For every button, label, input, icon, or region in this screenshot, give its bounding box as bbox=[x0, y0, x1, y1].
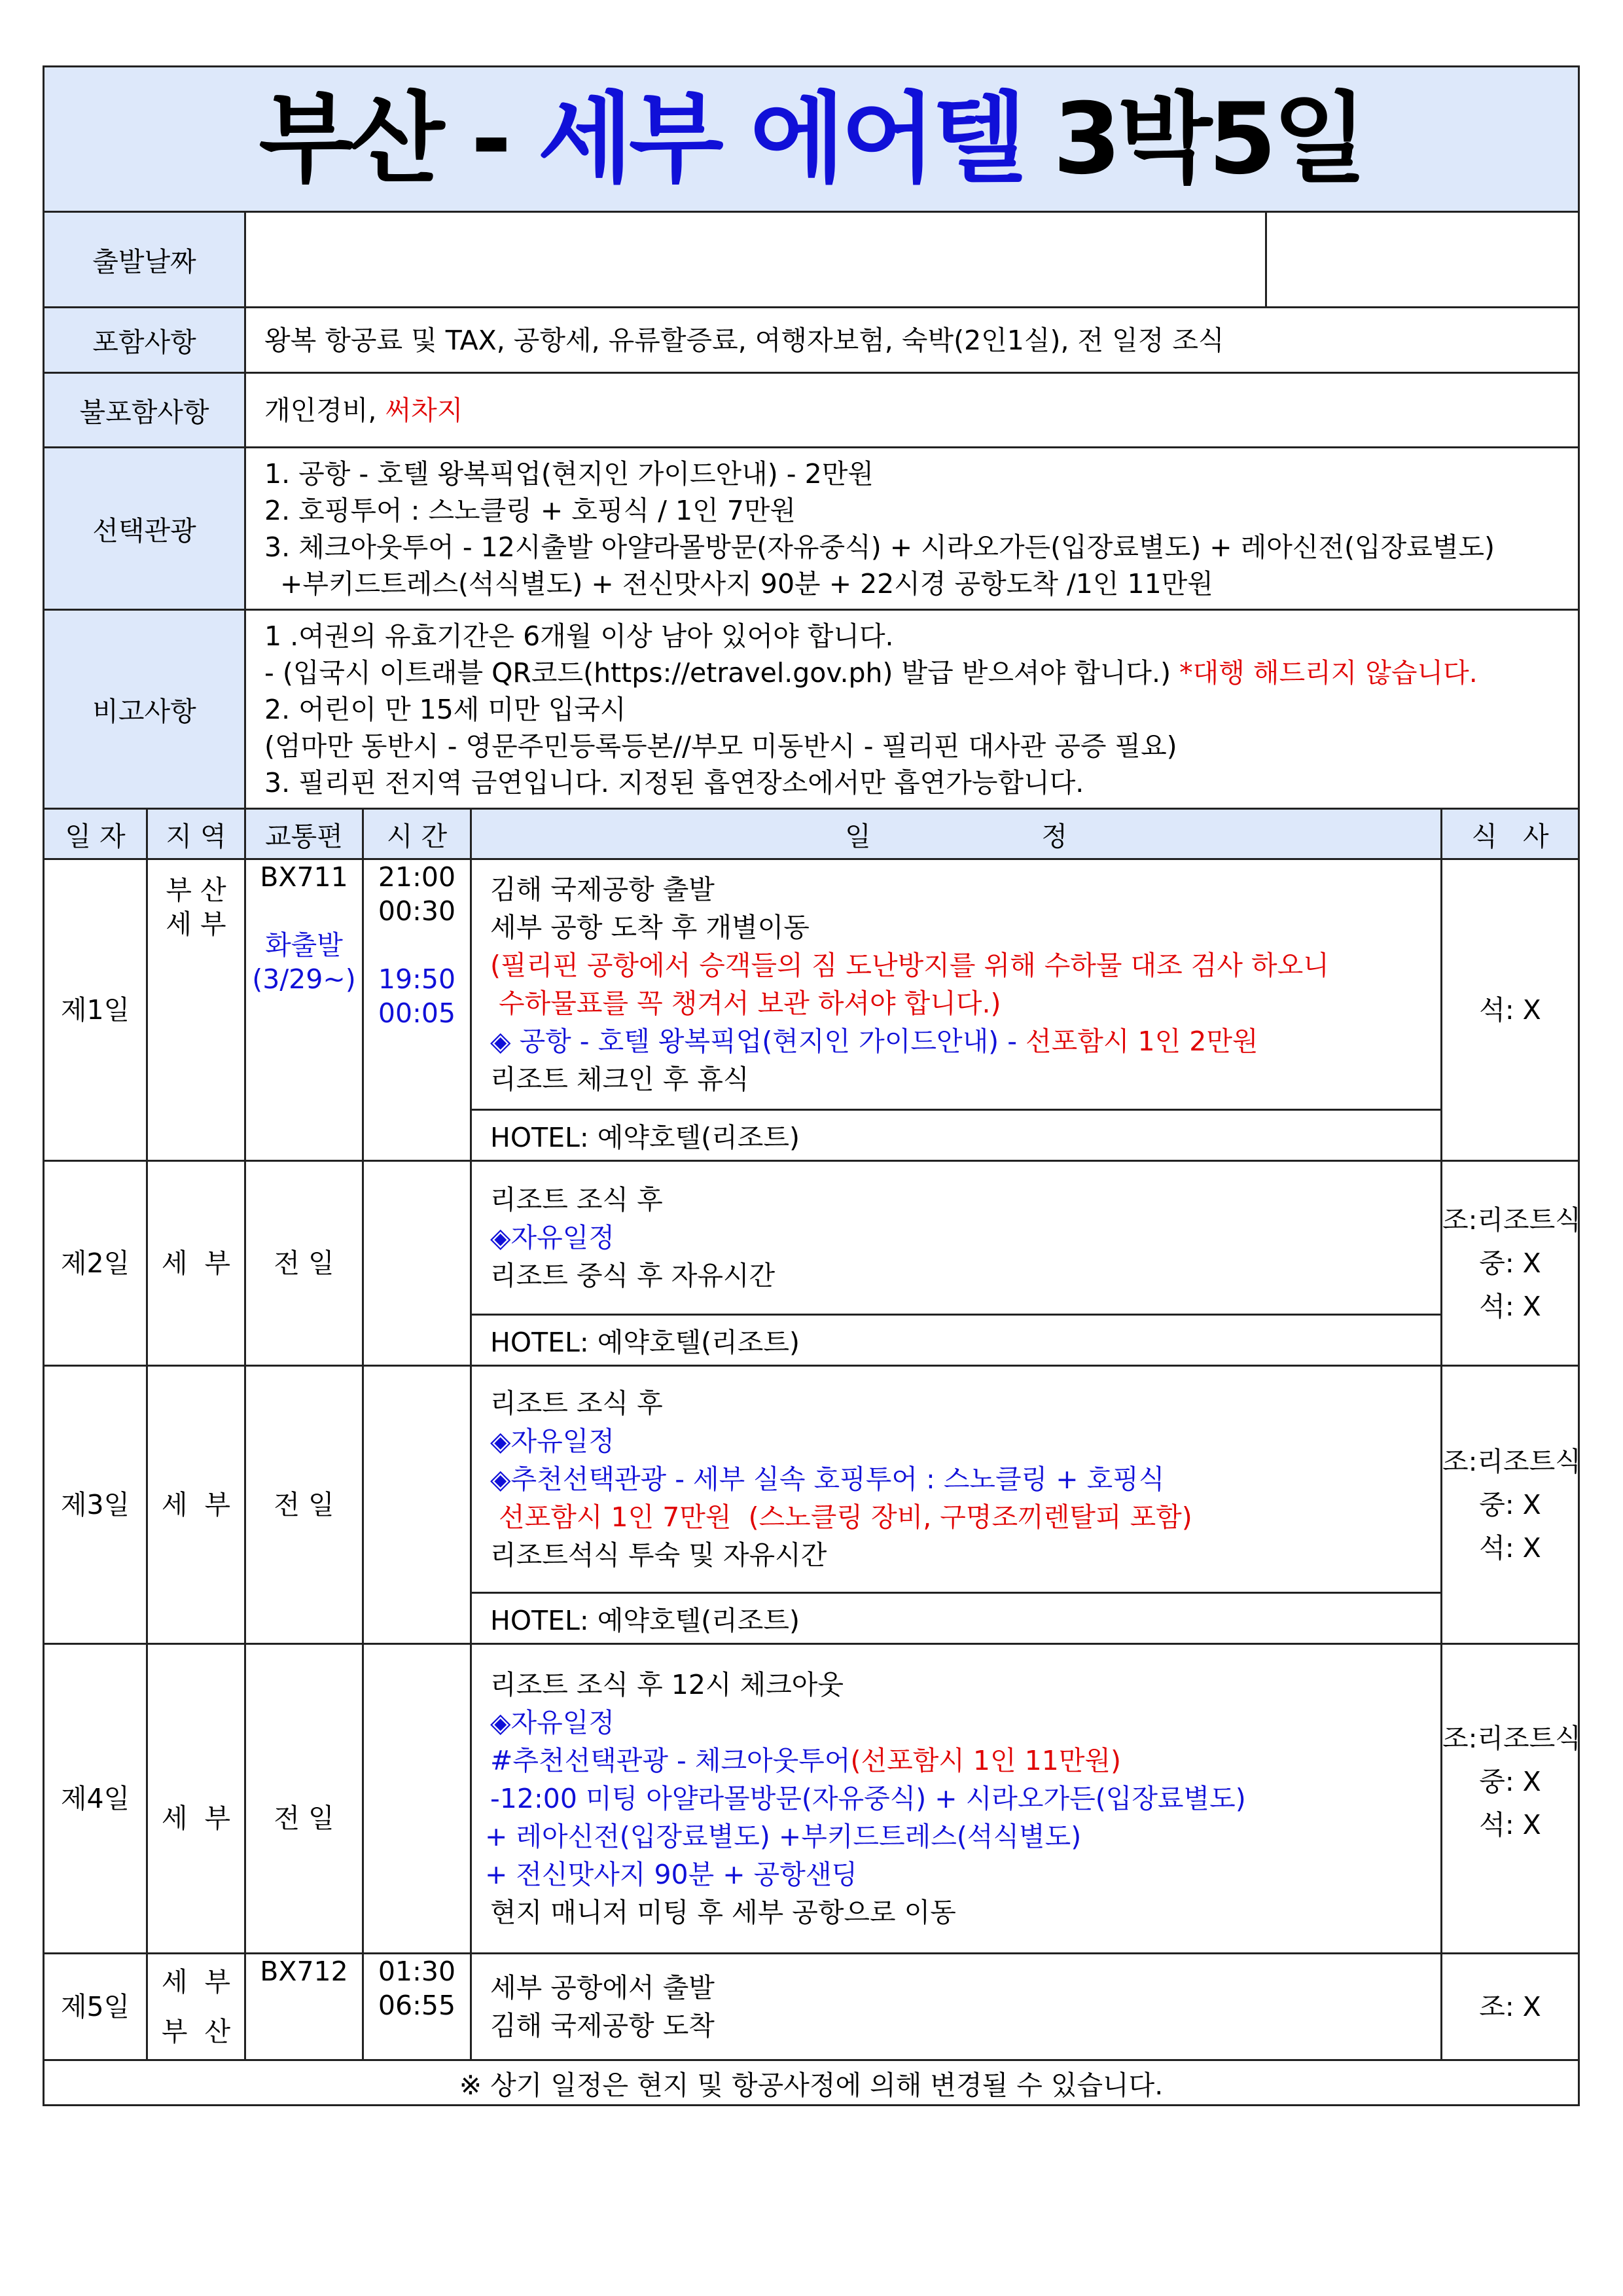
day3-label: 제3일 bbox=[44, 1366, 147, 1644]
day1-spacer bbox=[246, 894, 362, 928]
day4-schedule-free: ◈자유일정 bbox=[490, 1707, 615, 1738]
day2-region: 세 부 bbox=[147, 1161, 245, 1366]
day1-region-from: 부 산 bbox=[166, 874, 226, 906]
departure-date-label: 출발날짜 bbox=[44, 212, 245, 308]
day3-schedule-price: 선포함시 1인 7만원 (스노클링 장비, 구명조끼렌탈피 포함) bbox=[490, 1501, 1192, 1533]
day2-schedule-free: ◈자유일정 bbox=[490, 1222, 615, 1253]
day1-schedule-pickup bbox=[490, 1022, 1422, 1060]
title-part-destination: 세부 에어텔 bbox=[538, 82, 1023, 196]
day5-meal: 조: X bbox=[1442, 1954, 1579, 2060]
day3-schedule-free: ◈자유일정 bbox=[490, 1426, 615, 1457]
day2-transport: 전 일 bbox=[245, 1161, 363, 1366]
note-item: 2. 어린이 만 15세 미만 입국시 bbox=[264, 693, 626, 725]
day3-schedule-optional: ◈추천선택관광 - 세부 실속 호핑투어 : 스노클링 + 호핑식 bbox=[490, 1463, 1165, 1495]
day1-time bbox=[363, 859, 471, 1161]
day1-time-alt-arrive: 00:05 bbox=[378, 997, 456, 1029]
day1-transport bbox=[245, 859, 363, 1161]
day1-region-to: 세 부 bbox=[166, 908, 226, 940]
optional-tours-list bbox=[245, 448, 1579, 610]
day2-schedule bbox=[471, 1161, 1442, 1315]
day3-hotel: HOTEL: 예약호텔(리조트) bbox=[471, 1593, 1442, 1644]
day1-flight: BX711 bbox=[260, 861, 348, 893]
header-meal: 식 사 bbox=[1442, 809, 1579, 859]
day5-time-arrive: 06:55 bbox=[378, 1990, 456, 2021]
day5-time-depart: 01:30 bbox=[378, 1956, 456, 1987]
day5-schedule bbox=[471, 1954, 1442, 2060]
day4-meal-breakfast: 조:리조트식 bbox=[1442, 1723, 1581, 1754]
day4-label: 제4일 bbox=[44, 1644, 147, 1954]
itinerary-sheet bbox=[43, 65, 1581, 2106]
header-schedule: 일 정 bbox=[471, 809, 1442, 859]
optional-tours-label: 선택관광 bbox=[44, 448, 245, 610]
day5-label: 제5일 bbox=[44, 1954, 147, 2060]
day5-region bbox=[147, 1954, 245, 2060]
day4-optional-price: (선포함시 1인 11만원) bbox=[850, 1745, 1122, 1776]
day2-hotel: HOTEL: 예약호텔(리조트) bbox=[471, 1315, 1442, 1366]
day2-time bbox=[363, 1161, 471, 1366]
day2-meal-lunch: 중: X bbox=[1479, 1247, 1541, 1279]
day2-meal-dinner: 석: X bbox=[1479, 1291, 1541, 1322]
day2-meal-breakfast: 조:리조트식 bbox=[1442, 1204, 1581, 1236]
day1-time-arrive: 00:30 bbox=[378, 895, 456, 927]
day5-flight: BX712 bbox=[245, 1954, 363, 2060]
day1-schedule-warning: 수하물표를 꼭 챙겨서 보관 하셔야 합니다.) bbox=[490, 988, 1001, 1019]
day4-meal bbox=[1442, 1644, 1579, 1954]
optional-tour-item: 1. 공항 - 호텔 왕복픽업(현지인 가이드안내) - 2만원 bbox=[264, 457, 874, 490]
day3-transport: 전 일 bbox=[245, 1366, 363, 1644]
day1-meal: 석: X bbox=[1442, 859, 1579, 1161]
day5-schedule-line: 세부 공항에서 출발 bbox=[490, 1972, 715, 2003]
optional-tour-item: +부키드트레스(석식별도) + 전신맛사지 90분 + 22시경 공항도착 /1인 11만원 bbox=[280, 567, 1213, 600]
itinerary-table bbox=[43, 65, 1580, 2106]
day1-flight-alt-day: 화출발 bbox=[265, 929, 343, 961]
day1-schedule-line: 세부 공항 도착 후 개별이동 bbox=[490, 912, 810, 943]
note-item: 3. 필리핀 전지역 금연입니다. 지정된 흡연장소에서만 흡연가능합니다. bbox=[264, 766, 1084, 798]
schedule-change-notice: ※ 상기 일정은 현지 및 항공사정에 의해 변경될 수 있습니다. bbox=[44, 2060, 1579, 2106]
day3-region: 세 부 bbox=[147, 1366, 245, 1644]
day4-schedule-line: 현지 매니저 미팅 후 세부 공항으로 이동 bbox=[490, 1897, 956, 1928]
day4-schedule-tour: + 레아신전(입장료별도) +부키드트레스(석식별도) bbox=[485, 1821, 1082, 1852]
included-value: 왕복 항공료 및 TAX, 공항세, 유류할증료, 여행자보험, 숙박(2인1실), 전 일정 조식 bbox=[245, 308, 1579, 373]
note-etravel-text: - (입국시 이트래블 QR코드(https://etravel.gov.ph) 발급 받으셔야 합니다.) bbox=[264, 656, 1180, 689]
notes-list bbox=[245, 610, 1579, 809]
day1-label: 제1일 bbox=[44, 859, 147, 1161]
day4-transport: 전 일 bbox=[245, 1644, 363, 1954]
day5-time bbox=[363, 1954, 471, 2060]
day4-schedule-tour: -12:00 미팅 아얄라몰방문(자유중식) + 시라오가든(입장료별도) bbox=[490, 1783, 1246, 1814]
day1-spacer bbox=[364, 928, 470, 962]
day1-hotel: HOTEL: 예약호텔(리조트) bbox=[471, 1110, 1442, 1161]
note-warning: *대행 해드리지 않습니다. bbox=[1179, 656, 1478, 689]
day5-schedule-line: 김해 국제공항 도착 bbox=[490, 2010, 715, 2041]
note-item: 1 .여권의 유효기간은 6개월 이상 남아 있어야 합니다. bbox=[264, 620, 894, 652]
day3-schedule-line: 리조트석식 투숙 및 자유시간 bbox=[490, 1539, 827, 1571]
day2-schedule-line: 리조트 조식 후 bbox=[490, 1184, 663, 1215]
optional-tour-item: 2. 호핑투어 : 스노클링 + 호핑식 / 1인 7만원 bbox=[264, 494, 796, 526]
day4-schedule-line: 리조트 조식 후 12시 체크아웃 bbox=[490, 1669, 844, 1700]
departure-date-value bbox=[245, 212, 1266, 308]
day1-schedule-line: 김해 국제공항 출발 bbox=[490, 874, 715, 905]
day3-schedule bbox=[471, 1366, 1442, 1593]
day4-region: 세 부 bbox=[147, 1644, 245, 1954]
excluded-value bbox=[245, 373, 1579, 448]
day3-time bbox=[363, 1366, 471, 1644]
day1-pickup-text: ◈ 공항 - 호텔 왕복픽업(현지인 가이드안내) - bbox=[490, 1026, 1026, 1057]
optional-tour-item: 3. 체크아웃투어 - 12시출발 아얄라몰방문(자유중식) + 시라오가든(입장료별도) + 레아신전(입장료별도) bbox=[264, 531, 1495, 563]
day1-pickup-price: 선포함시 1인 2만원 bbox=[1026, 1026, 1258, 1057]
title-part-origin: 부산 - bbox=[259, 82, 538, 196]
day4-meal-lunch: 중: X bbox=[1479, 1766, 1541, 1797]
day1-time-alt-depart: 19:50 bbox=[378, 963, 456, 995]
day2-schedule-line: 리조트 중식 후 자유시간 bbox=[490, 1260, 776, 1291]
day1-time-depart: 21:00 bbox=[378, 861, 456, 893]
excluded-label: 불포함사항 bbox=[44, 373, 245, 448]
note-item bbox=[264, 655, 1560, 691]
day4-schedule bbox=[471, 1644, 1442, 1954]
day3-meal-lunch: 중: X bbox=[1479, 1489, 1541, 1520]
excluded-surcharge: 써차지 bbox=[385, 394, 463, 426]
note-item: (엄마만 동반시 - 영문주민등록등본//부모 미동반시 - 필리핀 대사관 공증 필요) bbox=[264, 730, 1177, 762]
header-time: 시 간 bbox=[363, 809, 471, 859]
day4-schedule-tour: + 전신맛사지 90분 + 공항샌딩 bbox=[485, 1859, 858, 1890]
header-transport: 교통편 bbox=[245, 809, 363, 859]
day4-optional-text: #추천선택관광 - 체크아웃투어 bbox=[490, 1745, 851, 1776]
day2-label: 제2일 bbox=[44, 1161, 147, 1366]
day4-time bbox=[363, 1644, 471, 1954]
day4-schedule-optional bbox=[485, 1742, 1422, 1780]
day3-meal-breakfast: 조:리조트식 bbox=[1442, 1446, 1581, 1477]
day1-schedule bbox=[471, 859, 1442, 1110]
excluded-text: 개인경비, bbox=[264, 394, 385, 426]
notes-label: 비고사항 bbox=[44, 610, 245, 809]
day5-region-to: 부 산 bbox=[161, 2016, 231, 2047]
day3-schedule-line: 리조트 조식 후 bbox=[490, 1388, 663, 1419]
page-title bbox=[44, 67, 1579, 212]
day2-meal bbox=[1442, 1161, 1579, 1366]
included-label: 포함사항 bbox=[44, 308, 245, 373]
day1-schedule-warning: (필리핀 공항에서 승객들의 짐 도난방지를 위해 수하물 대조 검사 하오니 bbox=[490, 950, 1329, 981]
day5-region-from: 세 부 bbox=[161, 1966, 231, 1998]
departure-date-extra bbox=[1266, 212, 1579, 308]
day1-flight-alt-date: (3/29~) bbox=[252, 963, 356, 995]
day3-meal bbox=[1442, 1366, 1579, 1644]
title-part-duration: 3박5일 bbox=[1022, 82, 1364, 196]
header-region: 지 역 bbox=[147, 809, 245, 859]
day3-meal-dinner: 석: X bbox=[1479, 1532, 1541, 1564]
header-day: 일 자 bbox=[44, 809, 147, 859]
day1-region bbox=[147, 859, 245, 1161]
day4-meal-dinner: 석: X bbox=[1479, 1809, 1541, 1840]
day1-schedule-line: 리조트 체크인 후 휴식 bbox=[490, 1064, 749, 1095]
